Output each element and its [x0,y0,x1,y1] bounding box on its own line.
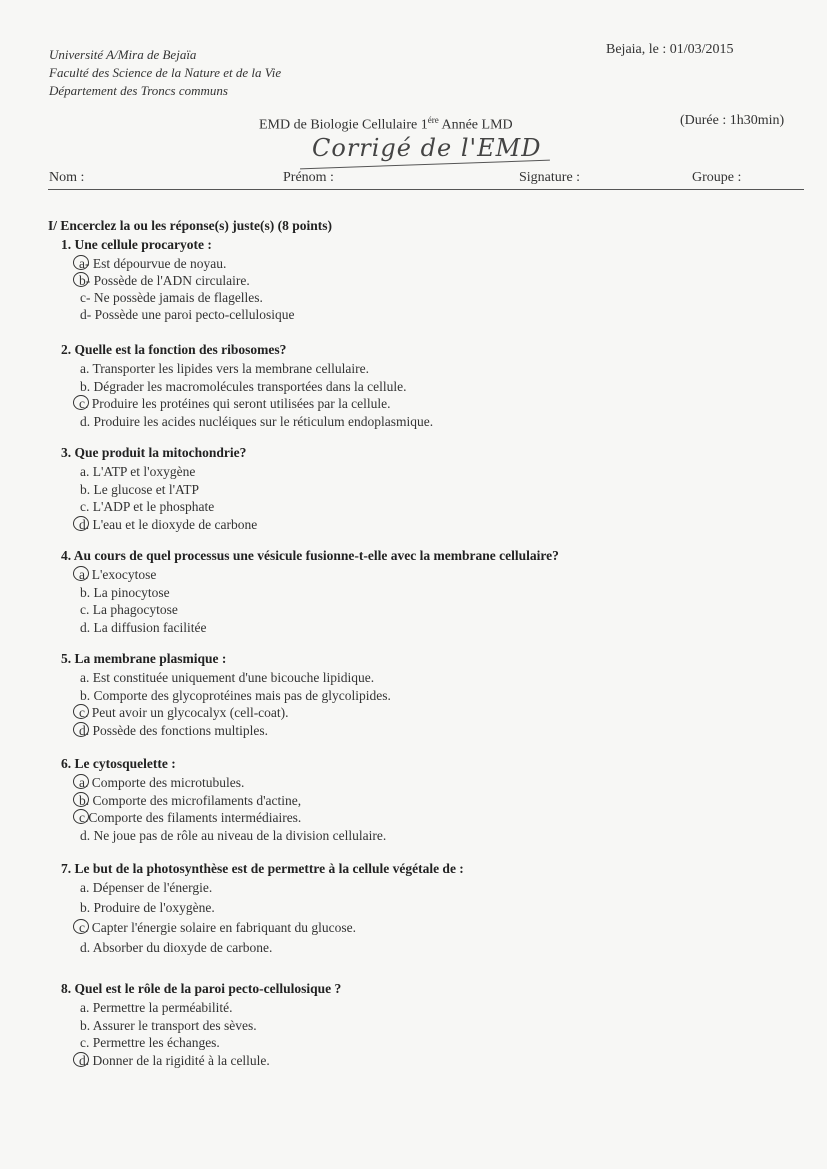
question-3-option-b[interactable] [80,482,199,498]
question-2-option-b[interactable] [80,379,407,395]
question-1-option-d[interactable] [80,307,294,323]
option-text: b. Le glucose et l'ATP [80,481,200,497]
exam-title: EMD de Biologie Cellulaire $1^{ére}$ Année LMD [259,115,513,133]
question-5-option-c[interactable] [79,705,289,721]
option-text: b. Comporte des glycoprotéines mais pas de glycolipides. [80,687,391,703]
answer-circle-mark [73,809,89,824]
question-6-option-b[interactable] [79,793,301,809]
question-3-option-d[interactable] [79,517,257,533]
option-text: c. Permettre les échanges. [80,1035,220,1050]
question-1-title: 1. Une cellule procaryote : [61,237,212,252]
handwritten-note: Corrigé de l'EMD [312,134,542,162]
question-1-option-b[interactable] [79,273,250,289]
question-4-option-d[interactable] [80,620,206,636]
question-3-option-c[interactable] [80,499,214,515]
option-text: c- Ne possède jamais de flagelles. [80,290,263,305]
option-text: a. Transporter les lipides vers la membrane cellulaire. [80,361,370,376]
option-text: d. La diffusion facilitée [80,619,207,635]
answer-circle-mark [73,395,89,410]
option-text: c.Comporte des filaments intermédiaires. [79,810,302,825]
question-4-title: 4. Au cours de quel processus une vésicule fusionne-t-elle avec la membrane cellulaire? [61,548,559,563]
option-text: d. Possède des fonctions multiples. [79,722,268,738]
option-text: c. L'ADP et le phosphate [80,499,215,514]
question-8-option-c[interactable] [80,1035,220,1051]
option-text: b- Possède de l'ADN circulaire. [79,273,250,288]
field-prenom: Prénom : [283,170,334,185]
section-title: I/ Encerclez la ou les réponse(s) juste(s) (8 points) [48,218,332,233]
question-7-title: 7. Le but de la photosynthèse est de permettre à la cellule végétale de : [61,861,464,876]
question-6-option-c[interactable] [79,810,301,826]
question-3-option-a[interactable] [80,464,195,480]
question-6-title: 6. Le cytosquelette : [61,756,176,771]
question-2-title: 2. Quelle est la fonction des ribosomes? [61,342,287,357]
answer-circle-mark [73,919,89,934]
faculty-name: Faculté des Science de la Nature et de la Vie [49,65,282,80]
question-6-option-a[interactable] [79,775,244,791]
option-text: a. Comporte des microtubules. [79,775,245,790]
option-text: d. Absorber du dioxyde de carbone. [80,940,273,955]
question-7-option-c[interactable] [79,920,356,936]
option-text: a- Est dépourvue de noyau. [79,256,227,271]
question-7-option-d[interactable] [80,940,272,956]
option-text: d. Produire les acides nucléiques sur le réticulum endoplasmique. [80,413,434,429]
option-text: d- Possède une paroi pecto-cellulosique [80,307,295,322]
option-text: a. L'exocytose [79,567,157,582]
university-name: Université A/Mira de Bejaïa [49,47,197,62]
answer-circle-mark [73,774,89,789]
question-8-option-b[interactable] [80,1018,257,1034]
field-signature: Signature : [519,170,581,185]
option-text: c. Produire les protéines qui seront utilisées par la cellule. [79,396,391,411]
question-5-title: 5. La membrane plasmique : [61,651,227,666]
header-divider [48,189,804,190]
answer-circle-mark [73,792,89,807]
question-2-option-c[interactable] [79,396,391,412]
option-text: d. Donner de la rigidité à la cellule. [79,1052,270,1068]
option-text: b. La pinocytose [80,584,170,600]
answer-circle-mark [73,722,89,737]
question-8-title: 8. Quel est le rôle de la paroi pecto-cellulosique ? [61,981,342,996]
question-3-title: 3. Que produit la mitochondrie? [61,445,247,460]
option-text: a. L'ATP et l'oxygène [80,464,196,479]
option-text: a. Dépenser de l'énergie. [80,880,213,895]
option-text: c. Peut avoir un glycocalyx (cell-coat). [79,705,289,720]
field-groupe: Groupe : [692,170,742,185]
question-2-option-a[interactable] [80,361,369,377]
department-name: Département des Troncs communs [49,83,228,98]
answer-circle-mark [73,704,89,719]
question-2-option-d[interactable] [80,414,433,430]
exam-duration: (Durée : 1h30min) [680,113,785,128]
question-4-option-b[interactable] [80,585,170,601]
option-text: b. Comporte des microfilaments d'actine, [79,792,302,808]
option-text: b. Produire de l'oxygène. [80,900,215,915]
answer-circle-mark [73,255,89,270]
question-8-option-d[interactable] [79,1053,270,1069]
question-1-option-a[interactable] [79,256,226,272]
option-text: b. Assurer le transport des sèves. [80,1017,257,1033]
question-7-option-a[interactable] [80,880,212,896]
option-text: d. Ne joue pas de rôle au niveau de la division cellulaire. [80,827,387,843]
option-text: c. Capter l'énergie solaire en fabriquant du glucose. [79,920,356,935]
question-6-option-d[interactable] [80,828,386,844]
option-text: b. Dégrader les macromolécules transportées dans la cellule. [80,378,407,394]
exam-date: Bejaia, le : 01/03/2015 [606,42,734,57]
answer-circle-mark [73,1052,89,1067]
question-1-option-c[interactable] [80,290,263,306]
field-nom: Nom : [49,170,85,185]
option-text: a. Permettre la perméabilité. [80,1000,233,1015]
question-5-option-d[interactable] [79,723,268,739]
option-text: a. Est constituée uniquement d'une bicouche lipidique. [80,670,375,685]
question-8-option-a[interactable] [80,1000,233,1016]
question-4-option-c[interactable] [80,602,178,618]
answer-circle-mark [73,272,89,287]
option-text: d. L'eau et le dioxyde de carbone [79,516,258,532]
question-4-option-a[interactable] [79,567,156,583]
question-5-option-b[interactable] [80,688,391,704]
answer-circle-mark [73,516,89,531]
option-text: c. La phagocytose [80,602,178,617]
question-5-option-a[interactable] [80,670,374,686]
question-7-option-b[interactable] [80,900,215,916]
answer-circle-mark [73,566,89,581]
